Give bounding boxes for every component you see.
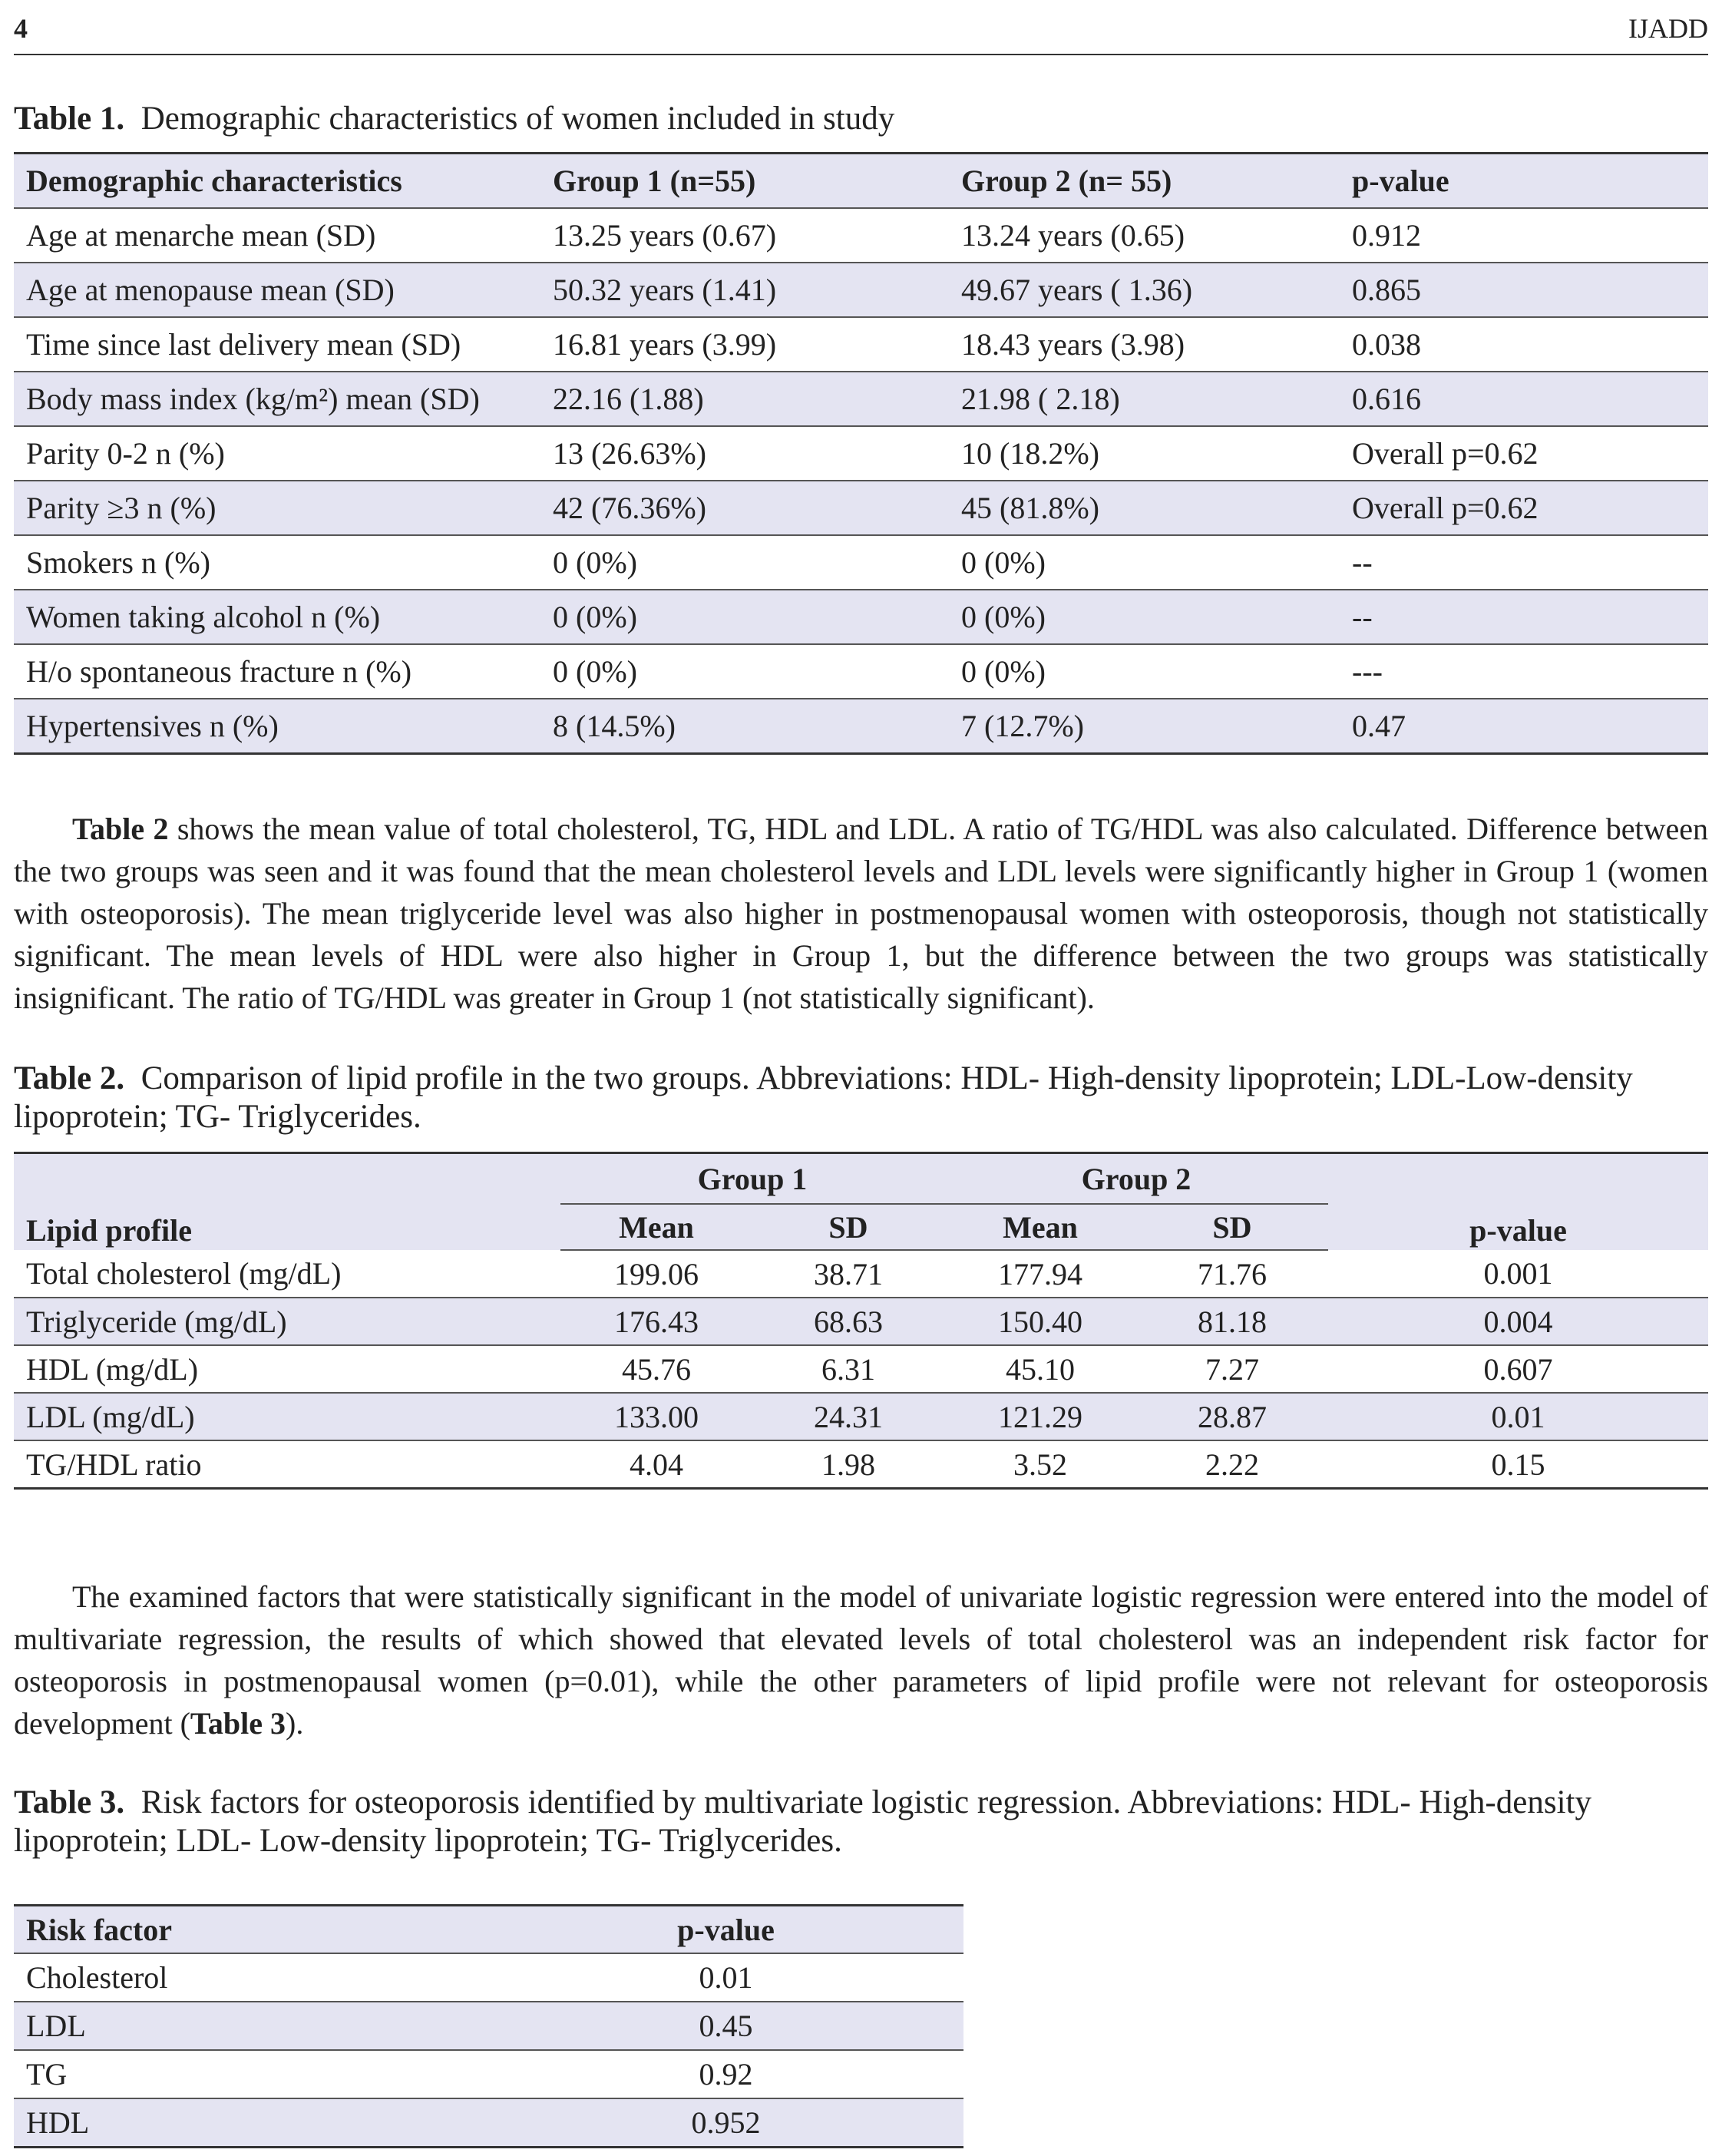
table2-header-lipid: Lipid profile (14, 1153, 560, 1251)
table-cell: 0.038 (1340, 317, 1708, 372)
table-row (14, 2098, 963, 2148)
table-cell: 199.06 (560, 1250, 752, 1298)
table-row (14, 2050, 963, 2098)
body-paragraph-1 (14, 808, 1708, 1019)
paragraph-text: ). (286, 1706, 304, 1741)
table-cell: 68.63 (752, 1298, 944, 1345)
table1-header-cell: Group 2 (n= 55) (949, 154, 1340, 209)
table-cell: Parity ≥3 n (%) (14, 481, 540, 535)
table2-caption (14, 1060, 1708, 1136)
table2-lipid-profile (14, 1152, 1708, 1490)
table-cell: 150.40 (944, 1298, 1136, 1345)
table-cell: 0.865 (1340, 263, 1708, 317)
table-cell: 45.76 (560, 1345, 752, 1393)
table-cell: 121.29 (944, 1393, 1136, 1440)
page-number: 4 (14, 13, 28, 44)
table-cell: 0 (0%) (540, 590, 949, 644)
table-cell: 6.31 (752, 1345, 944, 1393)
table-row (14, 1393, 1708, 1440)
table-cell: 0.15 (1491, 1447, 1545, 1482)
table-cell: Triglyceride (mg/dL) (14, 1298, 560, 1345)
table2-caption-label: Table 2. (14, 1060, 125, 1096)
table-row (14, 263, 1708, 317)
table-cell: 0.616 (1340, 372, 1708, 426)
table-cell: HDL (mg/dL) (14, 1345, 560, 1393)
table1-demographics (14, 152, 1708, 755)
table2-reference: Table 2 (72, 812, 169, 846)
table2-header-mean: Mean (944, 1204, 1136, 1250)
table-cell: Overall p=0.62 (1340, 481, 1708, 535)
table-cell: 42 (76.36%) (540, 481, 949, 535)
table-cell: 38.71 (752, 1250, 944, 1298)
table-cell: 13.24 years (0.65) (949, 208, 1340, 263)
table-cell: -- (1340, 535, 1708, 590)
table-cell: 49.67 years ( 1.36) (949, 263, 1340, 317)
table-cell: 22.16 (1.88) (540, 372, 949, 426)
running-header (14, 8, 1708, 55)
table-cell: 0 (0%) (949, 535, 1340, 590)
table-cell: 7 (12.7%) (949, 699, 1340, 754)
table-cell: 0.607 (1328, 1345, 1708, 1393)
table-cell: 8 (14.5%) (540, 699, 949, 754)
table-cell: 1.98 (821, 1447, 875, 1482)
table-cell: 28.87 (1136, 1393, 1328, 1440)
paragraph-text: shows the mean value of total cholesterol, TG, HDL and LDL. A ratio of TG/HDL was also calculated. Difference between the two groups was seen and it was found that the mean cholesterol levels and LDL levels were significantly higher in Group 1 (women with osteoporosis). The mean triglyceride level was also higher in postmenopausal women with osteoporosis, though not statistically significant. The mean levels of HDL were also higher in Group 1, but the difference between the two groups was statistically insignificant. The ratio of TG/HDL was greater in Group 1 (not statistically significant). (14, 812, 1708, 1015)
table3-caption-label: Table 3. (14, 1784, 125, 1820)
table-cell: 177.94 (944, 1250, 1136, 1298)
table-cell: 0.001 (1328, 1250, 1708, 1298)
table-cell: Total cholesterol (mg/dL) (14, 1250, 560, 1298)
table-cell: Overall p=0.62 (1340, 426, 1708, 481)
table-cell: 4.04 (630, 1447, 683, 1482)
table-cell: HDL (14, 2098, 488, 2148)
table-cell: 0 (0%) (949, 644, 1340, 699)
table-row (14, 2002, 963, 2050)
table-cell: 13 (26.63%) (540, 426, 949, 481)
table-row (14, 426, 1708, 481)
table-cell: Body mass index (kg/m²) mean (SD) (14, 372, 540, 426)
table-row (14, 317, 1708, 372)
table-row (14, 372, 1708, 426)
table-cell: TG (14, 2050, 488, 2098)
table-row (14, 644, 1708, 699)
table-cell: 16.81 years (3.99) (540, 317, 949, 372)
table2-header-sd: SD (1136, 1204, 1328, 1250)
table-row (14, 590, 1708, 644)
table2-header-pvalue: p-value (1328, 1153, 1708, 1251)
table-cell: 0.004 (1328, 1298, 1708, 1345)
table-row (14, 1953, 963, 2002)
table-row (14, 1440, 1708, 1489)
table-cell: 0.952 (488, 2098, 963, 2148)
table-cell: H/o spontaneous fracture n (%) (14, 644, 540, 699)
table-cell: 133.00 (560, 1393, 752, 1440)
table1-header-row (14, 154, 1708, 209)
table3-header-cell: p-value (488, 1906, 963, 1954)
table-cell: 45 (81.8%) (949, 481, 1340, 535)
table-cell: 0 (0%) (949, 590, 1340, 644)
table-cell: Smokers n (%) (14, 535, 540, 590)
table-cell: 7.27 (1136, 1345, 1328, 1393)
table-cell: Parity 0-2 n (%) (14, 426, 540, 481)
table-cell: Women taking alcohol n (%) (14, 590, 540, 644)
table-cell: Cholesterol (14, 1953, 488, 2002)
table-cell: 2.22 (1205, 1447, 1259, 1482)
table1-caption-text: Demographic characteristics of women included in study (140, 101, 895, 137)
table1-header-cell: Group 1 (n=55) (540, 154, 949, 209)
table-cell: 21.98 ( 2.18) (949, 372, 1340, 426)
table3-header-cell: Risk factor (14, 1906, 488, 1954)
table-row (14, 208, 1708, 263)
journal-name: IJADD (1628, 13, 1708, 44)
table-cell: 0.92 (488, 2050, 963, 2098)
table-cell: 10 (18.2%) (949, 426, 1340, 481)
table-cell: Hypertensives n (%) (14, 699, 540, 754)
table-row (14, 1345, 1708, 1393)
table-cell: Age at menarche mean (SD) (14, 208, 540, 263)
table3-caption-text: Risk factors for osteoporosis identified by multivariate logistic regression. Abbreviations: HDL- High-density lipoprotein; LDL- Low-density lipoprotein; TG- Triglycerides. (14, 1784, 1591, 1859)
table-row (14, 699, 1708, 754)
table1-caption (14, 100, 1708, 138)
table-row (14, 1298, 1708, 1345)
table-row (14, 481, 1708, 535)
table3-caption (14, 1784, 1708, 1860)
table-cell: --- (1340, 644, 1708, 699)
table-cell: 45.10 (944, 1345, 1136, 1393)
table-cell: LDL (mg/dL) (14, 1393, 560, 1440)
table-cell: 3.52 (1013, 1447, 1067, 1482)
table-cell: 0.47 (1340, 699, 1708, 754)
table-cell: Age at menopause mean (SD) (14, 263, 540, 317)
table-cell: 24.31 (752, 1393, 944, 1440)
table-cell: 13.25 years (0.67) (540, 208, 949, 263)
table-cell: 0.01 (488, 1953, 963, 2002)
table2-caption-text: Comparison of lipid profile in the two groups. Abbreviations: HDL- High-density lipoprotein; LDL-Low-density lipoprotein; TG- Triglycerides. (14, 1060, 1633, 1135)
table-row (14, 535, 1708, 590)
table2-header-group2: Group 2 (944, 1153, 1328, 1205)
table-cell: 71.76 (1136, 1250, 1328, 1298)
table-cell: 0.01 (1328, 1393, 1708, 1440)
table2-group-header-row (14, 1153, 1708, 1205)
table2-header-group1: Group 1 (560, 1153, 944, 1205)
table1-header-cell: Demographic characteristics (14, 154, 540, 209)
table-cell: 0.45 (488, 2002, 963, 2050)
table-cell: 18.43 years (3.98) (949, 317, 1340, 372)
paragraph-text: The examined factors that were statistically significant in the model of univariate logistic regression were entered into the model of multivariate regression, the results of which showed that elevated levels of total cholesterol was an independent risk factor for osteoporosis in postmenopausal women (p=0.01), while the other parameters of lipid profile were not relevant for osteoporosis development ( (14, 1579, 1708, 1741)
table2-header-mean: Mean (560, 1204, 752, 1250)
table-row (14, 1250, 1708, 1298)
table-cell: 50.32 years (1.41) (540, 263, 949, 317)
table-cell: TG/HDL ratio (26, 1447, 202, 1482)
table-cell: 0.912 (1340, 208, 1708, 263)
table-cell: 0 (0%) (540, 644, 949, 699)
table3-risk-factors (14, 1904, 963, 2148)
table3-header-row (14, 1906, 963, 1954)
body-paragraph-2 (14, 1576, 1708, 1744)
table2-header-sd: SD (752, 1204, 944, 1250)
table-cell: -- (1340, 590, 1708, 644)
table-cell: 176.43 (560, 1298, 752, 1345)
table1-caption-label: Table 1. (14, 101, 125, 137)
table-cell: LDL (14, 2002, 488, 2050)
table3-reference: Table 3 (190, 1706, 286, 1741)
table-cell: 0 (0%) (540, 535, 949, 590)
table-cell: Time since last delivery mean (SD) (14, 317, 540, 372)
table1-header-cell: p-value (1340, 154, 1708, 209)
table-cell: 81.18 (1136, 1298, 1328, 1345)
